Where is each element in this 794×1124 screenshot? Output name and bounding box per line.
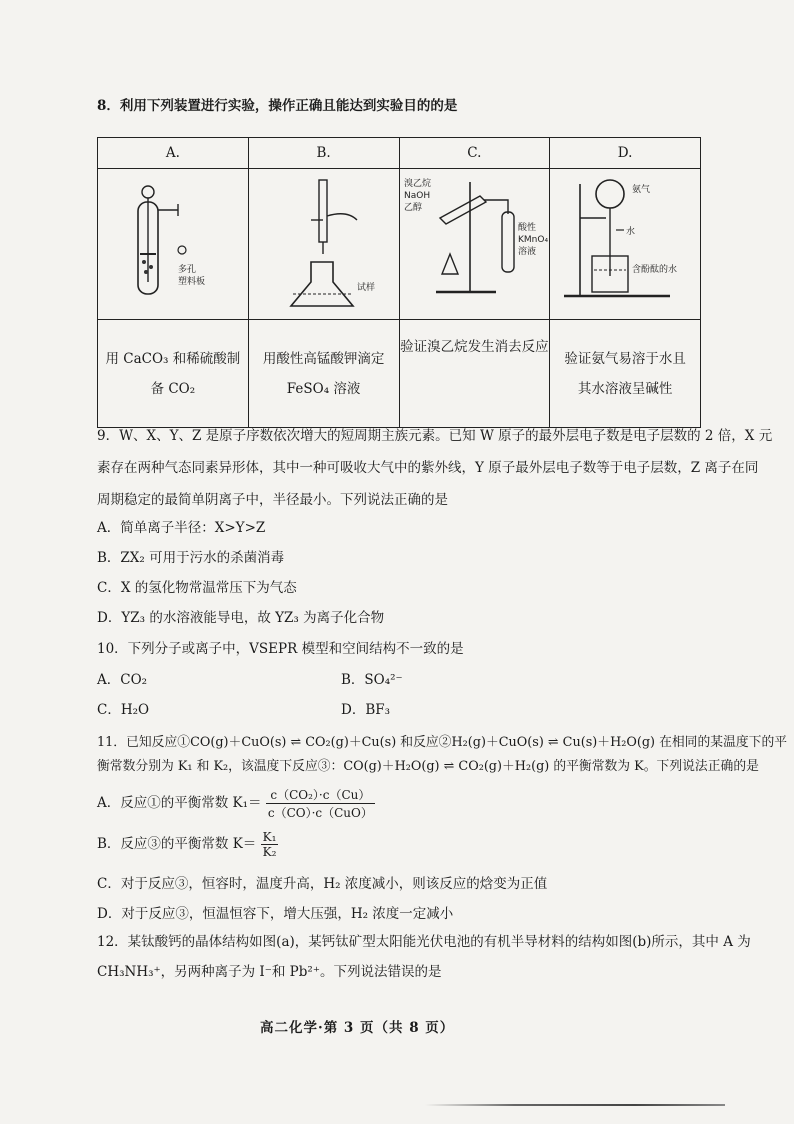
option-b-apparatus xyxy=(248,169,399,320)
option-b-label: B. xyxy=(248,138,399,169)
q10-option-d: D．BF₃ xyxy=(341,702,391,718)
q9-option-d: D．YZ₃ 的水溶液能导电，故 YZ₃ 为离子化合物 xyxy=(97,610,385,626)
page-footer: 高二化学·第 3 页（共 8 页） xyxy=(260,1020,455,1036)
q10-option-c: C．H₂O xyxy=(97,702,150,718)
q11-stem-line2: 衡常数分别为 K₁ 和 K₂，该温度下反应③：CO(g)＋H₂O(g) ⇌ CO₂(g)＋H₂(g) 的平衡常数为 K。下列说法正确的是 xyxy=(97,759,759,774)
label-ammonia: 氨气 xyxy=(632,185,651,195)
option-c-apparatus xyxy=(399,169,550,320)
elimination-reaction-diagram xyxy=(400,172,550,312)
q9-stem-line2: 素存在两种气态同素异形体，其中一种可吸收大气中的紫外线，Y 原子最外层电子数等于电子层数，Z 离子在同 xyxy=(97,460,759,476)
label-plastic-plate: 塑料板 xyxy=(178,277,206,287)
q11-stem-line1: 11．已知反应①CO(g)＋CuO(s) ⇌ CO₂(g)＋Cu(s) 和反应②H₂(g)＋CuO(s) ⇌ Cu(s)＋H₂O(g) 在相同的某温度下的平 xyxy=(97,735,788,750)
q9-stem-line3: 周期稳定的最简单阴离子中，半径最小。下列说法正确的是 xyxy=(97,492,448,508)
option-a-desc-line1: 用 CaCO₃ 和稀硫酸制 xyxy=(105,350,241,367)
option-a-desc xyxy=(98,320,249,428)
option-d-desc xyxy=(550,320,701,428)
q10-option-a: A．CO₂ xyxy=(97,672,148,688)
option-a-apparatus xyxy=(98,169,249,320)
q11-option-a xyxy=(97,786,375,821)
q9-option-b: B．ZX₂ 可用于污水的杀菌消毒 xyxy=(97,550,285,566)
option-d-desc-line1: 验证氨气易溶于水且 xyxy=(564,350,686,367)
option-a-label: A. xyxy=(98,138,249,169)
q11-option-b xyxy=(97,830,278,859)
option-c-desc-line1: 验证溴乙烷发生消去反应 xyxy=(400,339,549,355)
q11-option-d: D．对于反应③，恒温恒容下，增大压强，H₂ 浓度一定减小 xyxy=(97,906,454,922)
label-porous: 多孔 xyxy=(178,265,197,275)
option-d-desc-line2: 其水溶液呈碱性 xyxy=(577,380,673,397)
q11-k1-denominator: c（CO）·c（CuO） xyxy=(267,806,373,820)
q11-option-a-prefix: A．反应①的平衡常数 K₁＝ xyxy=(97,795,262,811)
q12-stem-line2: CH₃NH₃⁺，另两种离子为 I⁻和 Pb²⁺。下列说法错误的是 xyxy=(97,964,442,980)
ammonia-fountain-diagram xyxy=(550,172,700,312)
option-c-label: C. xyxy=(399,138,550,169)
label-acidic: 酸性 xyxy=(517,223,536,233)
q11-option-b-prefix: B．反应③的平衡常数 K＝ xyxy=(97,836,257,852)
option-b-desc xyxy=(248,320,399,428)
label-bromoethane: 溴乙烷 xyxy=(403,179,431,189)
label-phenolphthalein-water: 含酚酞的水 xyxy=(632,265,678,275)
q11-k1-numerator: c（CO₂）·c（Cu） xyxy=(266,786,375,804)
q11-k-numerator: K₁ xyxy=(262,830,277,844)
titration-diagram xyxy=(249,172,399,312)
q9-stem-line1: 9．W、X、Y、Z 是原子序数依次增大的短周期主族元素。已知 W 原子的最外层电子数是电子层数的 2 倍，X 元 xyxy=(97,428,773,444)
option-d-apparatus xyxy=(550,169,701,320)
label-solution: 溶液 xyxy=(517,247,536,257)
q11-k1-fraction xyxy=(266,786,375,821)
option-a-desc-line2: 备 CO₂ xyxy=(150,380,196,397)
label-naoh: NaOH xyxy=(403,191,430,201)
q8-stem: 8．利用下列装置进行实验，操作正确且能达到实验目的的是 xyxy=(97,98,458,114)
q9-option-a: A．简单离子半径：X>Y>Z xyxy=(97,520,266,536)
option-b-desc-line1: 用酸性高锰酸钾滴定 xyxy=(262,350,385,367)
label-ethanol: 乙醇 xyxy=(403,203,422,213)
option-d-label: D. xyxy=(550,138,701,169)
q11-option-c: C．对于反应③，恒容时，温度升高，H₂ 浓度减小，则该反应的焓变为正值 xyxy=(97,876,548,892)
label-kmno4: KMnO₄ xyxy=(517,235,548,245)
q11-k-fraction xyxy=(261,830,279,859)
q12-stem-line1: 12．某钛酸钙的晶体结构如图(a)，某钙钛矿型太阳能光伏电池的有机半导材料的结构如图(b)所示，其中 A 为 xyxy=(97,934,751,950)
q10-stem: 10．下列分子或离子中，VSEPR 模型和空间结构不一致的是 xyxy=(97,641,464,657)
q11-k-denominator: K₂ xyxy=(262,845,277,859)
option-c-desc xyxy=(399,320,550,428)
gas-generator-diagram xyxy=(98,172,248,312)
page-bottom-rule xyxy=(425,1104,725,1106)
option-b-desc-line2: FeSO₄ 溶液 xyxy=(286,380,361,397)
label-water: 水 xyxy=(626,227,636,237)
q10-option-b: B．SO₄²⁻ xyxy=(341,672,403,688)
label-sample: 试样 xyxy=(356,283,375,293)
q8-options-table xyxy=(97,137,701,428)
q9-option-c: C．X 的氢化物常温常压下为气态 xyxy=(97,580,297,596)
